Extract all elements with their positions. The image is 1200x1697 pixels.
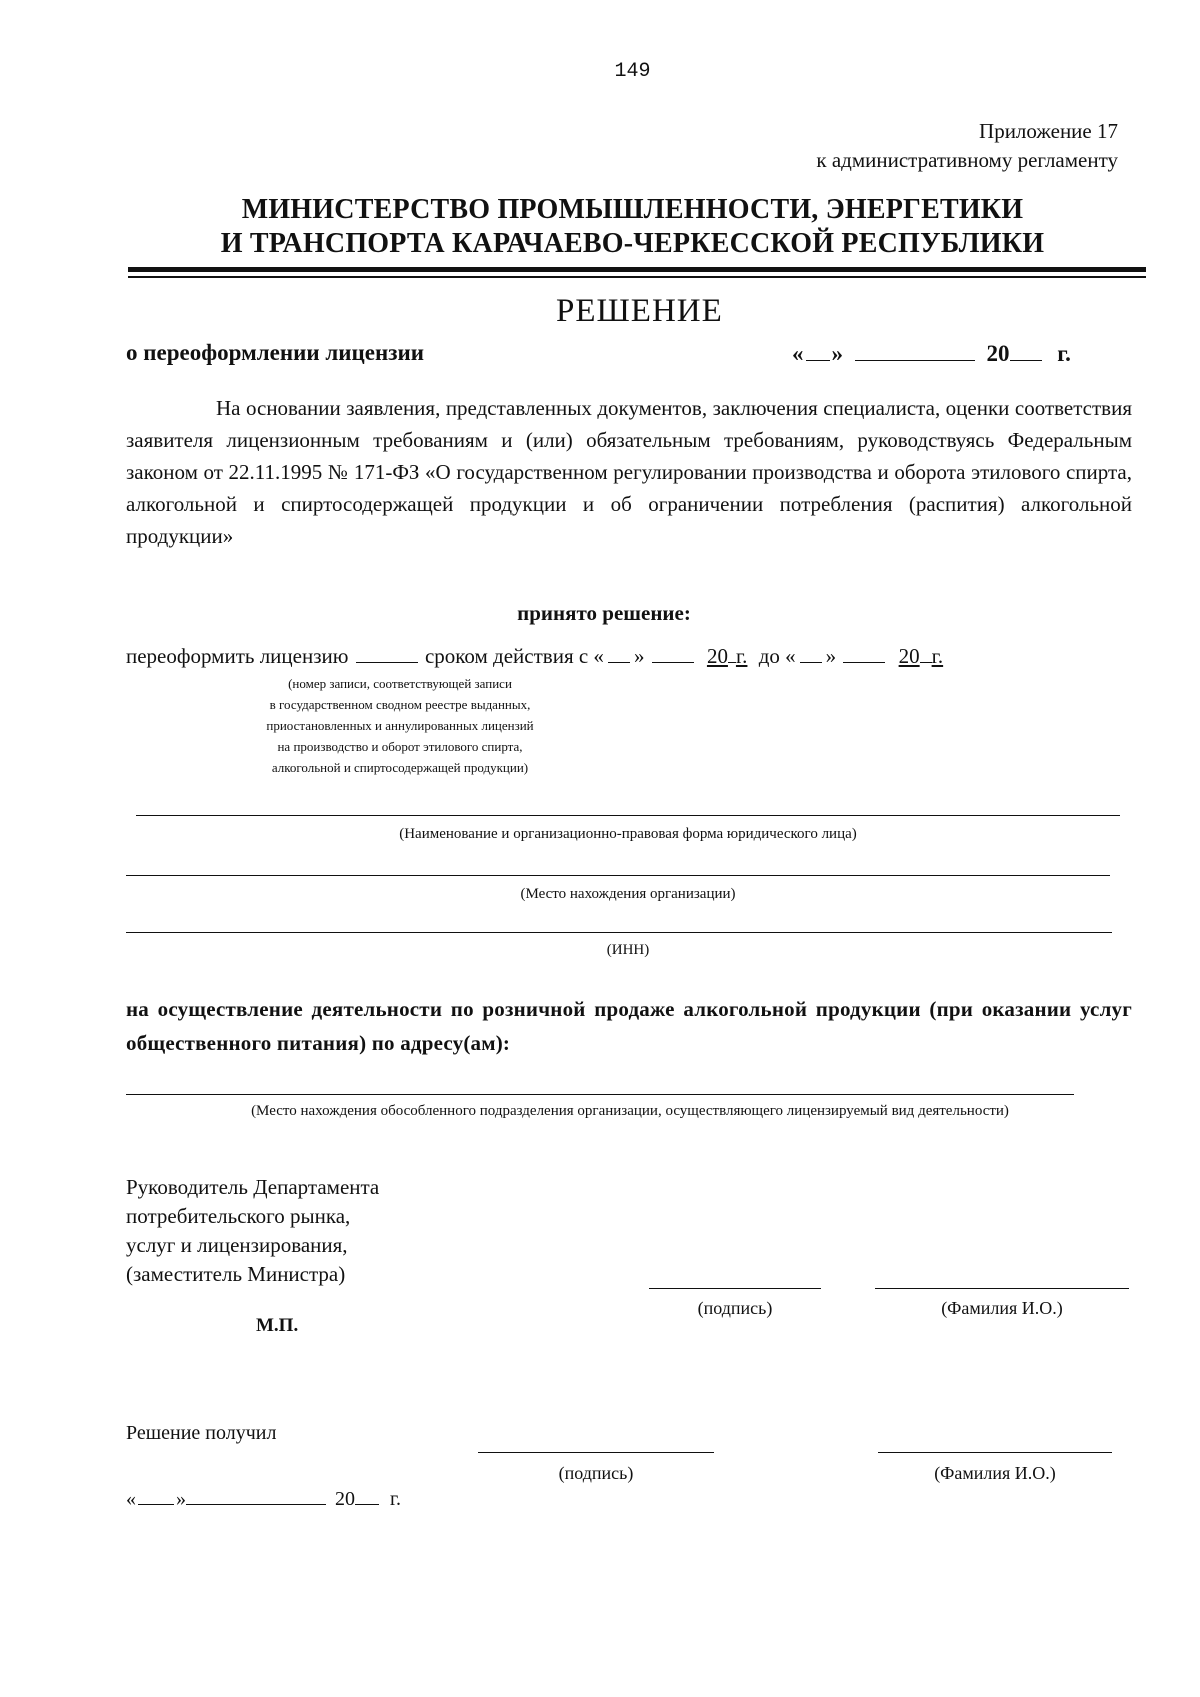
until-year-blank[interactable]	[920, 640, 932, 663]
date-month-blank[interactable]	[855, 338, 975, 361]
recipient-signature-caption: (подпись)	[558, 1463, 634, 1483]
registry-note-line: (номер записи, соответствующей записи	[288, 676, 512, 691]
signatory-line-4: (заместитель Министра)	[126, 1262, 346, 1286]
validity-from-label: сроком действия с «	[424, 644, 604, 668]
page-number: 149	[614, 60, 651, 83]
received-day-blank[interactable]	[138, 1484, 174, 1505]
registry-note-line: алкогольной и спиртосодержащей продукции)	[271, 760, 529, 775]
decision-date-field	[792, 338, 1071, 367]
decision-heading: принято решение:	[517, 601, 691, 625]
validity-until-label: до «	[758, 644, 796, 668]
date-close-quote: »	[831, 341, 843, 366]
received-open-quote: «	[126, 1488, 136, 1510]
branch-location-line[interactable]	[126, 1094, 1074, 1095]
signatory-signature-caption: (подпись)	[697, 1298, 773, 1318]
annex-line-1: Приложение 17	[979, 119, 1118, 143]
until-close-quote: »	[825, 644, 837, 668]
date-open-quote: «	[792, 341, 804, 366]
signatory-title	[126, 1173, 379, 1289]
signatory-name-caption: (Фамилия И.О.)	[941, 1298, 1063, 1318]
date-year-prefix: 20	[986, 341, 1010, 366]
from-year-blank[interactable]	[728, 640, 736, 663]
stamp-place: М.П.	[256, 1315, 299, 1336]
reissue-label: переоформить лицензию	[126, 644, 349, 668]
location-line[interactable]	[126, 875, 1110, 876]
registry-note	[230, 673, 570, 778]
document-subtitle: о переоформлении лицензии	[126, 340, 424, 365]
header-rule-thin	[128, 276, 1146, 278]
document-title: РЕШЕНИЕ	[556, 293, 723, 329]
branch-location-caption: (Место нахождения обособленного подразделения организации, осуществляющего лицензируемый вид деятельности)	[251, 1103, 1009, 1119]
date-year-suffix: г.	[1057, 341, 1071, 366]
annex-reference	[816, 117, 1118, 175]
recipient-signature-line[interactable]	[478, 1452, 714, 1453]
signatory-name-line[interactable]	[875, 1288, 1129, 1289]
inn-caption: (ИНН)	[606, 942, 650, 958]
reissue-line	[126, 640, 943, 669]
basis-paragraph: На основании заявления, представленных документов, заключения специалиста, оценки соответствия заявителя лицензионным требованиям и (или) обязательным требованиям, руководствуясь Федеральным законом от 22.11.1995 № 171-ФЗ «О государственном регулировании производства и оборота этилового спирта, алкогольной и спиртосодержащей продукции и об ограничении потребления (распития) алкогольной продукции»	[126, 396, 1132, 548]
legal-entity-caption: (Наименование и организационно-правовая форма юридического лица)	[399, 826, 857, 842]
recipient-name-line[interactable]	[878, 1452, 1112, 1453]
until-year-suffix: г.	[931, 644, 944, 668]
license-number-blank[interactable]	[356, 640, 418, 663]
activity-paragraph: на осуществление деятельности по розничной продаже алкогольной продукции (при оказании услуг общественного питания) по адресу(ам):	[126, 997, 1132, 1055]
from-day-blank[interactable]	[608, 640, 630, 663]
annex-line-2: к административному регламенту	[816, 148, 1118, 172]
recipient-name-caption: (Фамилия И.О.)	[934, 1463, 1056, 1483]
received-year-blank[interactable]	[355, 1484, 379, 1505]
ministry-line-1: МИНИСТЕРСТВО ПРОМЫШЛЕННОСТИ, ЭНЕРГЕТИКИ	[241, 194, 1024, 225]
location-caption: (Место нахождения организации)	[520, 886, 736, 902]
ministry-line-2: И ТРАНСПОРТА КАРАЧАЕВО-ЧЕРКЕССКОЙ РЕСПУБЛИКИ	[220, 228, 1045, 259]
until-day-blank[interactable]	[800, 640, 822, 663]
header-rule-thick	[128, 267, 1146, 272]
signatory-line-3: услуг и лицензирования,	[126, 1233, 348, 1257]
date-year-blank[interactable]	[1010, 338, 1042, 361]
received-date-field	[126, 1484, 401, 1511]
inn-line[interactable]	[126, 932, 1112, 933]
registry-note-line: в государственном сводном реестре выданных,	[269, 697, 531, 712]
from-year-suffix: г.	[735, 644, 748, 668]
received-close-quote: »	[176, 1488, 186, 1510]
until-year: 20	[898, 644, 920, 668]
signatory-signature-line[interactable]	[649, 1288, 821, 1289]
received-label: Решение получил	[126, 1422, 277, 1444]
from-close-quote: »	[633, 644, 645, 668]
received-year-suffix: г.	[390, 1488, 401, 1510]
received-month-blank[interactable]	[186, 1484, 326, 1505]
ministry-header	[0, 193, 1200, 261]
from-month-blank[interactable]	[652, 640, 694, 663]
date-day-blank[interactable]	[806, 338, 830, 361]
received-year-prefix: 20	[335, 1488, 355, 1510]
signatory-line-1: Руководитель Департамента	[126, 1175, 380, 1199]
from-year: 20	[706, 644, 728, 668]
legal-entity-line[interactable]	[136, 815, 1120, 816]
signatory-line-2: потребительского рынка,	[126, 1204, 351, 1228]
registry-note-line: на производство и оборот этилового спирта,	[277, 739, 523, 754]
until-month-blank[interactable]	[843, 640, 885, 663]
registry-note-line: приостановленных и аннулированных лицензий	[266, 718, 534, 733]
